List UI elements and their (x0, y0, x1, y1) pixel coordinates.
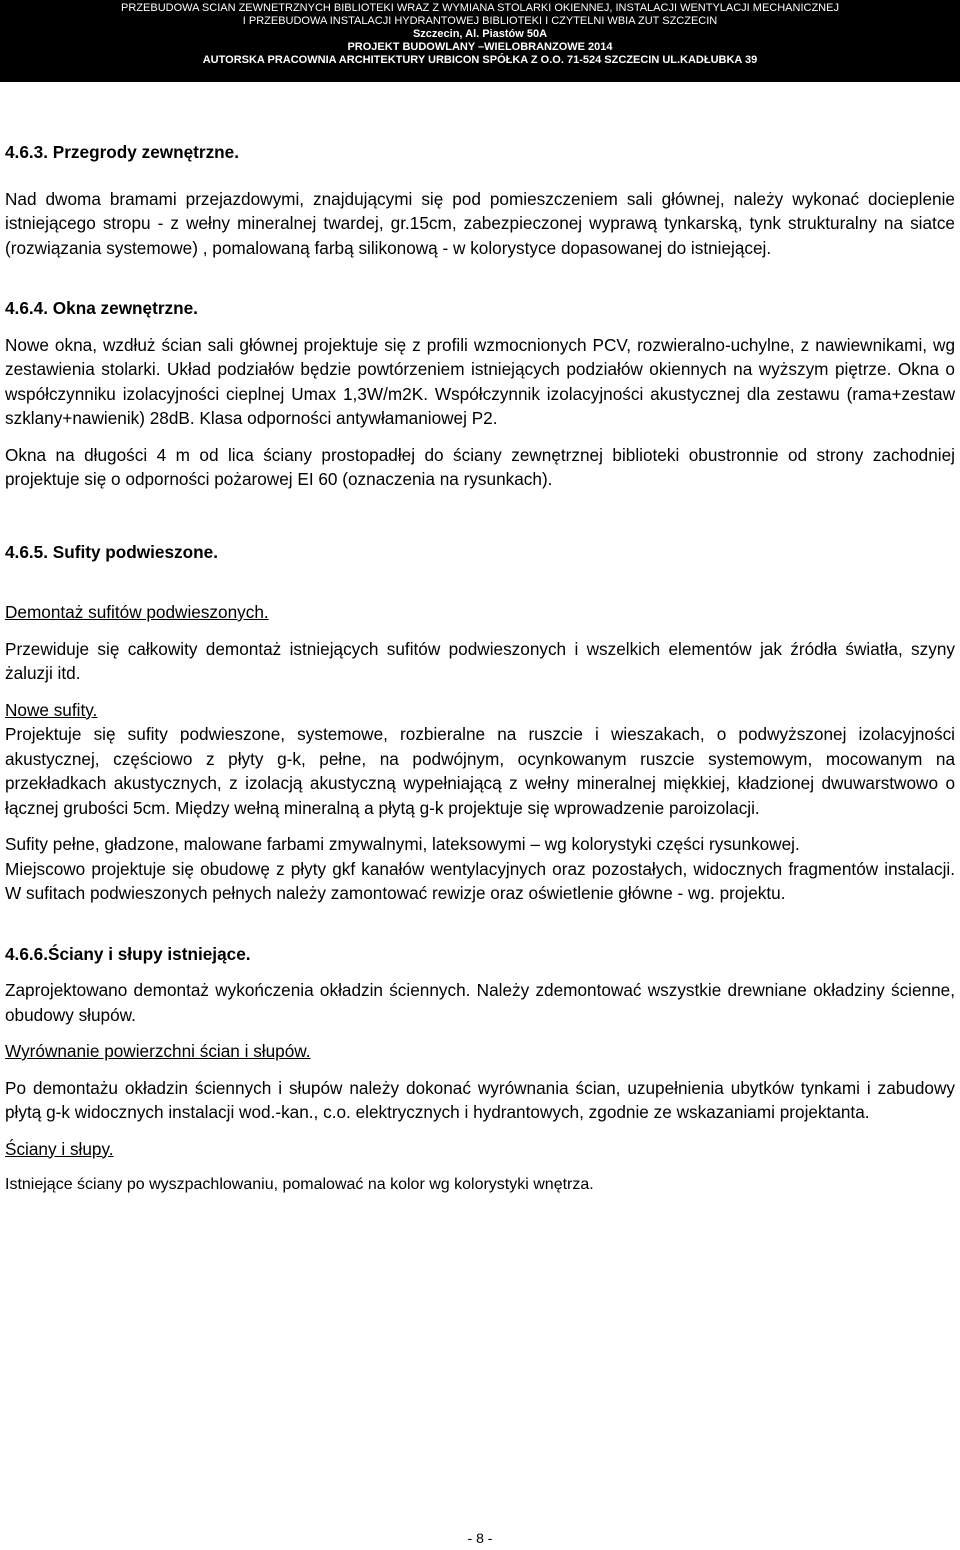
header-line-address: Szczecin, Al. Piastów 50A (412, 28, 548, 40)
section-heading-4-6-6: 4.6.6.Ściany i słupy istniejące. (5, 943, 251, 964)
header-line-project-title: PRZEBUDOWA SCIAN ZEWNETRZNYCH BIBLIOTEKI WRAZ Z WYMIANA STOLARKI OKIENNEJ, INSTALACJI WENTYLACJI MECHANICZNEJ (121, 2, 839, 14)
paragraph-new-ceilings: Projektuje się sufity podwieszone, systemowe, rozbieralne na ruszcie i wieszakach, o podwyższonej izolacyjności akustycznej, częściowo z płyty g-k, pełne, na podwójnym, ocynkowanym ruszcie systemowym, mocowanym na przekładkach akustycznych, z izolacją akustyczną wypełniającą z wełny mineralnej miękkiej, kładzionej dwuwarstwowo o łącznej grubości 5cm. Między wełną mineralną a płytą g-k projektuje się wprowadzenie paroizolacji. (5, 724, 955, 818)
header-line-project-type: PROJEKT BUDOWLANY –WIELOBRANZOWE 2014 (347, 41, 613, 53)
document-header (0, 0, 960, 82)
document-body (5, 140, 955, 1198)
paragraph-external-partitions: Nad dwoma bramami przejazdowymi, znajdującymi się pod pomieszczeniem sali głównej, należy wykonać docieplenie istniejącego stropu - z wełny mineralnej twardej, gr.15cm, zabezpieczonej wyprawą tynkarską, tynk strukturalny na siatce (rozwiązania systemowe) , pomalowaną farbą silikonową - w kolorystyce dopasowanej do istniejącej. (5, 188, 955, 258)
paragraph-windows-spec: Nowe okna, wzdłuż ścian sali głównej projektuje się z profili wzmocnionych PCV, rozwieralno-uchylne, z nawiewnikami, wg zestawienia stolarki. Układ podziałów będzie powtórzeniem istniejących podziałów okiennych na wyższym piętrze. Okna o współczynniku izolacyjności cieplnej Umax 1,3W/m2K. Współczynnik izolacyjności akustycznej dla zestawu (rama+zestaw szklany+nawienik) 28dB. Klasa odporności antywłamaniowej P2. (5, 334, 955, 428)
section-heading-4-6-5: 4.6.5. Sufity podwieszone. (5, 541, 218, 562)
page-number: - 8 - (467, 1530, 493, 1546)
paragraph-walls-painting: Istniejące ściany po wyszpachlowaniu, pomalować na kolor wg kolorystyki wnętrza. (5, 1176, 594, 1193)
paragraph-ceiling-finish: Sufity pełne, gładzone, malowane farbami zmywalnymi, lateksowymi – wg kolorystyki części rysunkowej. (5, 834, 800, 854)
subheading-wall-levelling: Wyrównanie powierzchni ścian i słupów. (5, 1041, 311, 1061)
subheading-ceiling-dismantling: Demontaż sufitów podwieszonych. (5, 602, 269, 622)
paragraph-ceiling-dismantling: Przewiduje się całkowity demontaż istniejących sufitów podwieszonych i wszelkich elementów jak źródła światła, szyny żaluzji itd. (5, 638, 955, 683)
subheading-walls-and-columns: Ściany i słupy. (5, 1138, 114, 1159)
paragraph-windows-fire-rating: Okna na długości 4 m od lica ściany prostopadłej do ściany zewnętrznej biblioteki obustronnie od strony zachodniej projektuje się o odporności pożarowej EI 60 (oznaczenia na rysunkach). (5, 444, 955, 489)
section-heading-4-6-4: 4.6.4. Okna zewnętrzne. (5, 298, 198, 318)
paragraph-wall-cladding-removal: Zaprojektowano demontaż wykończenia okładzin ściennych. Należy zdemontować wszystkie drewniane okładziny ścienne, obudowy słupów. (5, 980, 955, 1025)
paragraph-ceiling-enclosures: Miejscowo projektuje się obudowę z płyty gkf kanałów wentylacyjnych oraz pozostałych, widocznych fragmentów instalacji. W sufitach podwieszonych pełnych należy zamontować rewizje oraz oświetlenie główne - wg. projektu. (5, 858, 955, 903)
subheading-new-ceilings: Nowe sufity. (5, 699, 98, 720)
paragraph-wall-levelling: Po demontażu okładzin ściennych i słupów należy dokonać wyrównania ścian, uzupełnienia ubytków tynkami i zabudowy płytą g-k widocznych instalacji wod.-kan., c.o. elektrycznych i hydrantowych, zgodnie ze wskazaniami projektanta. (5, 1077, 955, 1122)
header-line-project-subtitle: I PRZEBUDOWA INSTALACJI HYDRANTOWEJ BIBLIOTEKI I CZYTELNI WBIA ZUT SZCZECIN (242, 15, 718, 27)
header-line-author: AUTORSKA PRACOWNIA ARCHITEKTURY URBICON SPÓŁKA Z O.O. 71-524 SZCZECIN UL.KADŁUBKA 39 (202, 54, 758, 66)
section-heading-4-6-3: 4.6.3. Przegrody zewnętrzne. (5, 142, 240, 162)
